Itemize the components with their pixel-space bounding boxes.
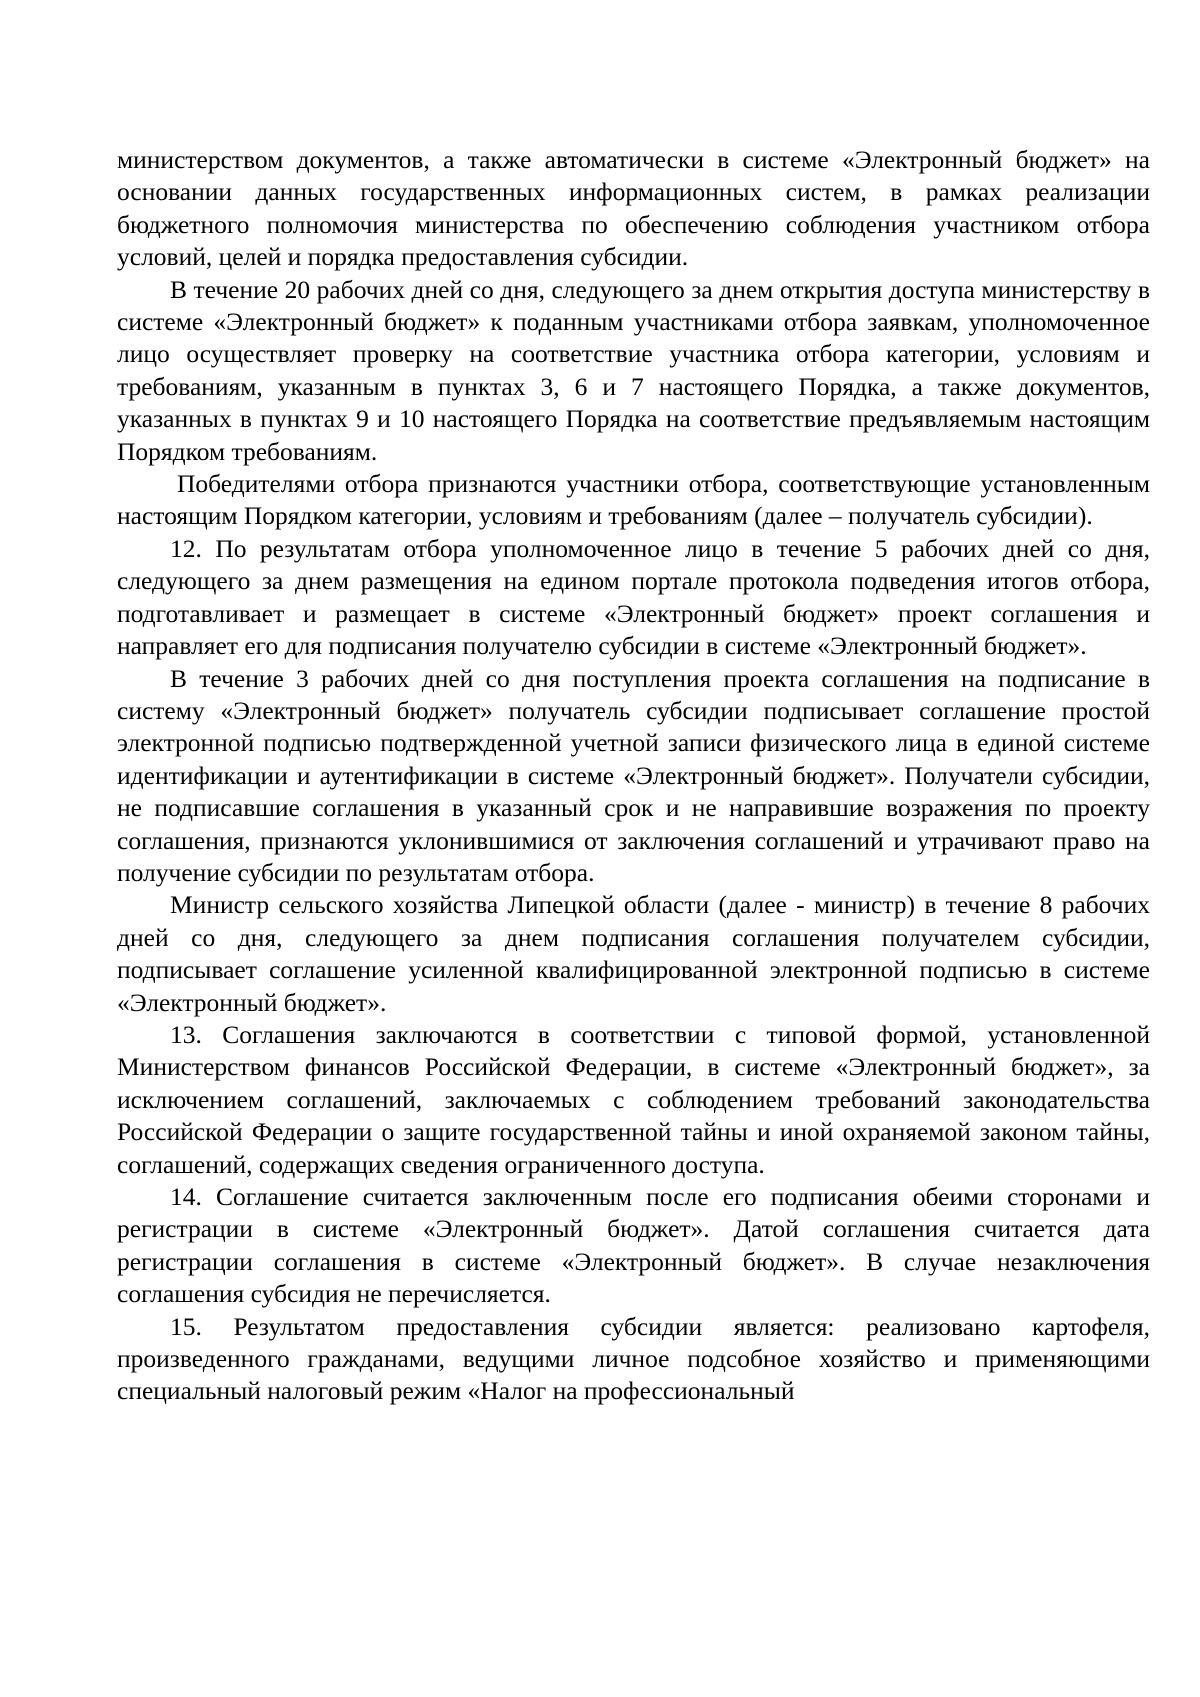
paragraph-review-period: В течение 20 рабочих дней со дня, следующего за днем открытия доступа министерству в системе «Электронный бюджет» к поданным участниками отбора заявкам, уполномоченное лицо осуществляет проверку на соответствие участника отбора категории, условиям и требованиям, указанным в пунктах 3, 6 и 7 настоящего Порядка, а также документов, указанных в пунктах 9 и 10 настоящего Порядка на соответствие предъявляемым настоящим Порядком требованиям.: [117, 274, 1150, 466]
paragraph-signing-period: В течение 3 рабочих дней со дня поступления проекта соглашения на подписание в систему «Электронный бюджет» получатель субсидии подписывает соглашение простой электронной подписью подтвержденной учетной записи физического лица в единой системе идентификации и аутентификации в системе «Электронный бюджет». Получатели субсидии, не подписавшие соглашения в указанный срок и не направившие возражения по проекту соглашения, признаются уклонившимися от заключения соглашений и утрачивают право на получение субсидии по результатам отбора.: [117, 663, 1150, 887]
paragraph-item-12: 12. По результатам отбора уполномоченное лицо в течение 5 рабочих дней со дня, следующего за днем размещения на едином портале протокола подведения итогов отбора, подготавливает и размещает в системе «Электронный бюджет» проект соглашения и направляет его для подписания получателю субсидии в системе «Электронный бюджет».: [117, 533, 1150, 661]
paragraph-winners: Победителями отбора признаются участники отбора, соответствующие установленным настоящим Порядком категории, условиям и требованиям (далее – получатель субсидии).: [117, 469, 1150, 531]
paragraph-item-15: 15. Результатом предоставления субсидии является: реализовано картофеля, произведенного гражданами, ведущими личное подсобное хозяйство и применяющими специальный налоговый режим «Налог на профессиональный: [117, 1311, 1150, 1406]
document-page: [117, 144, 1150, 1408]
paragraph-item-13: 13. Соглашения заключаются в соответствии с типовой формой, установленной Министерством финансов Российской Федерации, в системе «Электронный бюджет», за исключением соглашений, заключаемых с соблюдением требований законодательства Российской Федерации о защите государственной тайны и иной охраняемой законом тайны, соглашений, содержащих сведения ограниченного доступа.: [117, 1019, 1150, 1179]
paragraph-item-14: 14. Соглашение считается заключенным после его подписания обеими сторонами и регистрации в системе «Электронный бюджет». Датой соглашения считается дата регистрации соглашения в системе «Электронный бюджет». В случае незаключения соглашения субсидия не перечисляется.: [117, 1182, 1150, 1309]
paragraph-minister-signature: Министр сельского хозяйства Липецкой области (далее - министр) в течение 8 рабочих дней со дня, следующего за днем подписания соглашения получателем субсидии, подписывает соглашение усиленной квалифицированной электронной подписью в системе «Электронный бюджет».: [117, 890, 1150, 1017]
paragraph-continuation: министерством документов, а также автоматически в системе «Электронный бюджет» на основании данных государственных информационных систем, в рамках реализации бюджетного полномочия министерства по обеспечению соблюдения участником отбора условий, целей и порядка предоставления субсидии.: [117, 145, 1150, 272]
